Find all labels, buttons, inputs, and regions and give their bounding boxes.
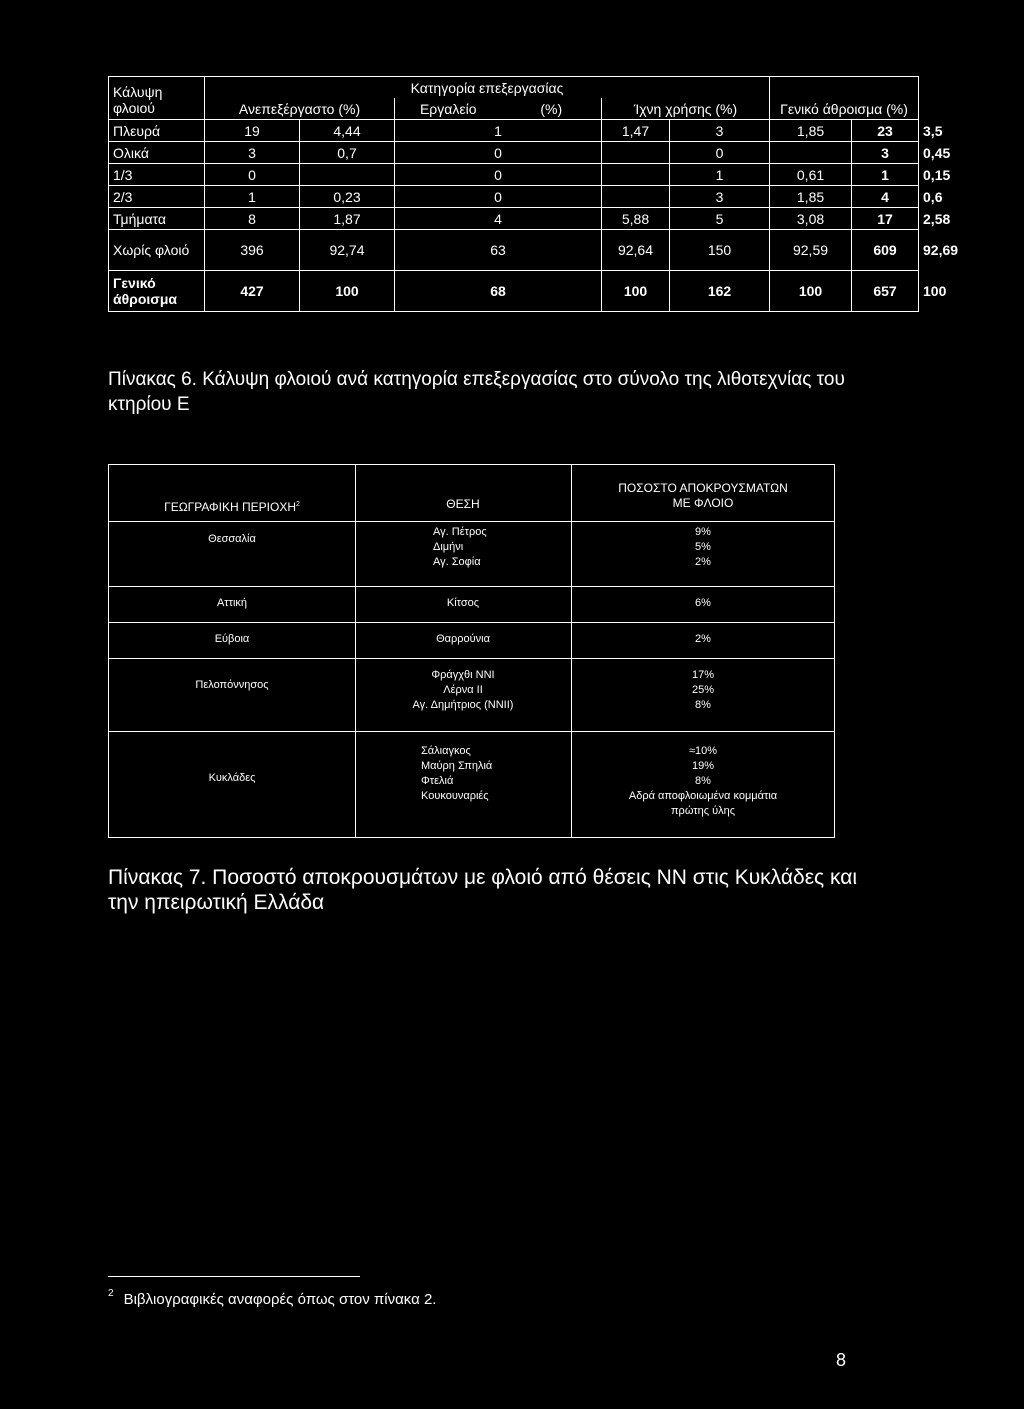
percent-attica: 6%: [695, 597, 711, 609]
cell: 3,08: [770, 208, 852, 230]
table-6: [108, 76, 959, 312]
cell: 0: [395, 186, 602, 208]
cell: 0: [395, 164, 602, 186]
row-label: Ολικά: [109, 142, 205, 164]
site-attica: Κίτσος: [446, 597, 480, 609]
cell: 0,61: [770, 164, 852, 186]
region-attica: Αττική: [216, 597, 248, 609]
sites-thessaly: Αγ. Πέτρος Διμήνι Αγ. Σοφία: [433, 526, 487, 568]
footnote: [108, 1288, 436, 1308]
row-label: Χωρίς φλοιό: [109, 230, 205, 271]
cell: 5,88: [602, 208, 670, 230]
col-header: Εργαλείο: [395, 98, 502, 120]
cell: 0: [205, 164, 300, 186]
cell: 0,7: [300, 142, 395, 164]
cell: 162: [670, 271, 770, 312]
cell: 3: [670, 120, 770, 142]
col-header: (%): [502, 98, 602, 120]
table-row: Χωρίς φλοιό 396 92,74 63 92,64 150 92,59 609 92,69: [109, 230, 919, 271]
table-row: Ολικά 3 0,7 0 0 3 0,45: [109, 142, 919, 164]
col-header: Ίχνη χρήσης (%): [602, 98, 770, 120]
region-cyclades: Κυκλάδες: [208, 772, 256, 784]
cell: 0: [670, 142, 770, 164]
percent-euboea: 2%: [695, 633, 711, 645]
table-row: Πλευρά 19 4,44 1 1,47 3 1,85 23 3,5: [109, 120, 919, 142]
cell: 1,85: [770, 120, 852, 142]
row-label: Τμήματα: [109, 208, 205, 230]
table-row: Τμήματα 8 1,87 4 5,88 5 3,08 17 2,58: [109, 208, 919, 230]
table-6-caption: Πίνακας 6. Κάλυψη φλοιού ανά κατηγορία επεξεργασίας στο σύνολο της λιθοτεχνίας του κτηρίου Ε: [108, 369, 845, 415]
cell: 427: [205, 271, 300, 312]
table-row: 2/3 1 0,23 0 3 1,85 4 0,6: [109, 186, 919, 208]
sites-cyclades: Σάλιαγκος Μαύρη Σπηλιά Φτελιά Κουκουναριές: [421, 745, 493, 802]
cell: [602, 186, 670, 208]
cell: 8: [205, 208, 300, 230]
cell: 92,59: [770, 230, 852, 271]
cell: 1: [670, 164, 770, 186]
cell: 92,74: [300, 230, 395, 271]
cell: 3: [670, 186, 770, 208]
cell: 4: [395, 208, 602, 230]
table-6-col-header-row: [109, 98, 919, 120]
cell: 1,87: [300, 208, 395, 230]
cell: 19: [205, 120, 300, 142]
row-label: Πλευρά: [109, 120, 205, 142]
cell: 4: [852, 186, 919, 208]
cell: [602, 164, 670, 186]
cell: 5: [670, 208, 770, 230]
table-row: 1/3 0 0 1 0,61 1 0,15: [109, 164, 919, 186]
region-euboea: Εύβοια: [214, 633, 250, 645]
cell: 1: [852, 164, 919, 186]
cell: 1: [395, 120, 602, 142]
header-region: ΓΕΩΓΡΑΦΙΚΗ ΠΕΡΙΟΧΗ$^2$: [164, 500, 300, 514]
header-site: ΘΕΣΗ: [446, 497, 480, 511]
row-label: 1/3: [109, 164, 205, 186]
region-thessaly: Θεσσαλία: [208, 533, 256, 545]
header-percent: ΠΟΣΟΣΤΟ ΑΠΟΚΡΟΥΣΜΑΤΩΝ ΜΕ ΦΛΟΙΟ: [618, 481, 788, 510]
table-7: [108, 464, 835, 838]
cell: [300, 164, 395, 186]
cell: [770, 142, 852, 164]
cell: 100: [602, 271, 670, 312]
cell: 0,23: [300, 186, 395, 208]
cell: 92,64: [602, 230, 670, 271]
cell: 1: [205, 186, 300, 208]
footnote-mark: 2: [295, 501, 300, 508]
table-7-caption: Πίνακας 7. Ποσοστό αποκρουσμάτων με φλοιό από θέσεις ΝΝ στις Κυκλάδες και την ηπειρωτική Ελλάδα: [108, 866, 858, 914]
region-peloponnese: Πελοπόννησος: [195, 679, 269, 691]
footnote-text: Βιβλιογραφικές αναφορές όπως στον πίνακα 2.: [123, 1291, 437, 1308]
percents-thessaly: 9% 5% 2%: [695, 526, 711, 568]
cell: 1,47: [602, 120, 670, 142]
col-header: Ανεπεξέργαστο (%): [205, 98, 395, 120]
cell: 3: [205, 142, 300, 164]
footnote-rule: [108, 1276, 360, 1277]
table-row-total: Γενικό άθροισμα 427 100 68 100 162 100 657 100: [109, 271, 919, 312]
cell: 4,44: [300, 120, 395, 142]
row-label: Γενικό άθροισμα: [109, 271, 205, 312]
footnote-mark: 2: [108, 1288, 114, 1299]
cell: 100: [300, 271, 395, 312]
cell: [602, 142, 670, 164]
cell: 68: [395, 271, 602, 312]
row-header: Κάλυψη φλοιού: [109, 77, 205, 120]
cell: 657: [852, 271, 919, 312]
group-header: Κατηγορία επεξεργασίας: [205, 77, 770, 99]
cell: 3: [852, 142, 919, 164]
cell: 0: [395, 142, 602, 164]
cell: 396: [205, 230, 300, 271]
cell: 150: [670, 230, 770, 271]
row-label: 2/3: [109, 186, 205, 208]
table-6-header-row: [109, 77, 919, 99]
cell: 100: [770, 271, 852, 312]
cell: 609: [852, 230, 919, 271]
col-header: Γενικό άθροισμα (%): [770, 98, 919, 120]
percents-peloponnese: 17% 25% 8%: [691, 669, 715, 711]
cell: 17: [852, 208, 919, 230]
cell: 1,85: [770, 186, 852, 208]
page-number: 8: [836, 1350, 847, 1370]
cell: 63: [395, 230, 602, 271]
percents-cyclades: ≈10% 19% 8% Αδρά αποφλοιωμένα κομμάτια πρώτης ύλης: [628, 745, 778, 817]
sites-peloponnese: Φράγχθι ΝΝΙ Λέρνα ΙΙ Αγ. Δημήτριος (ΝΝΙΙ): [412, 669, 514, 711]
site-euboea: Θαρρούνια: [436, 633, 490, 645]
cell: 23: [852, 120, 919, 142]
